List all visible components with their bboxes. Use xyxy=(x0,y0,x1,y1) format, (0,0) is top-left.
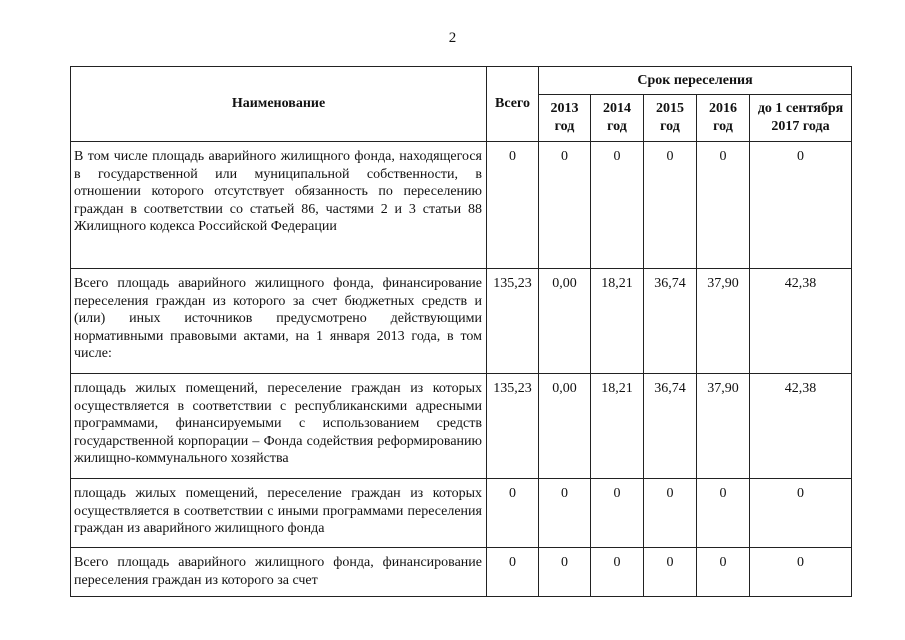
cell-2015: 36,74 xyxy=(644,269,697,374)
header-total: Всего xyxy=(487,67,539,142)
header-year-2016 xyxy=(697,95,750,142)
cell-2016: 0 xyxy=(697,142,750,269)
row-name: площадь жилых помещений, переселение граждан из которых осуществляется в соответствии с иными программами переселения граждан из аварийного жилищного фонда xyxy=(71,479,487,548)
cell-2013: 0 xyxy=(539,479,591,548)
cell-2015: 0 xyxy=(644,142,697,269)
year-label: до 1 сентября xyxy=(757,101,844,117)
header-year-2015 xyxy=(644,95,697,142)
cell-total: 0 xyxy=(487,548,539,597)
resettlement-table xyxy=(70,66,852,597)
cell-2014: 18,21 xyxy=(591,269,644,374)
cell-2014: 0 xyxy=(591,479,644,548)
cell-2017: 42,38 xyxy=(750,374,852,479)
year-unit: год xyxy=(713,119,733,135)
cell-2016: 0 xyxy=(697,548,750,597)
year-label: 2014 xyxy=(603,101,631,117)
header-year-2014 xyxy=(591,95,644,142)
cell-2013: 0 xyxy=(539,142,591,269)
row-name: В том числе площадь аварийного жилищного фонда, находящегося в государственной или муниципальной собственности, в отношении которого отсутствует обязанность по переселению граждан в соответствии со статьей 86, частями 2 и 3 статьи 88 Жилищного кодекса Российской Федерации xyxy=(71,142,487,269)
year-unit: год xyxy=(554,119,575,135)
row-name: Всего площадь аварийного жилищного фонда, финансирование переселения граждан из которого за счет xyxy=(71,548,487,597)
cell-2017: 0 xyxy=(750,548,852,597)
cell-2016: 0 xyxy=(697,479,750,548)
cell-2017: 0 xyxy=(750,142,852,269)
cell-total: 135,23 xyxy=(487,374,539,479)
header-row-1 xyxy=(71,67,852,95)
table-row xyxy=(71,269,852,374)
cell-total: 0 xyxy=(487,479,539,548)
cell-total: 0 xyxy=(487,142,539,269)
cell-2014: 0 xyxy=(591,142,644,269)
header-name: Наименование xyxy=(71,67,487,142)
year-label: 2013 xyxy=(550,101,579,117)
row-name: площадь жилых помещений, переселение граждан из которых осуществляется в соответствии с республиканскими адресными программами, финансируемыми с использованием средств государственной корпорации – Фонда содействия реформированию жилищно-коммунального хозяйства xyxy=(71,374,487,479)
header-year-2017 xyxy=(750,95,852,142)
cell-2014: 0 xyxy=(591,548,644,597)
row-name: Всего площадь аварийного жилищного фонда, финансирование переселения граждан из которого за счет бюджетных средств и (или) иных источников предусмотрено действующими нормативными правовыми актами, на 1 января 2013 года, в том числе: xyxy=(71,269,487,374)
header-year-2013 xyxy=(539,95,591,142)
cell-2013: 0 xyxy=(539,548,591,597)
cell-total: 135,23 xyxy=(487,269,539,374)
table-row xyxy=(71,142,852,269)
year-label: 2015 xyxy=(656,101,684,117)
cell-2015: 0 xyxy=(644,548,697,597)
cell-2014: 18,21 xyxy=(591,374,644,479)
cell-2015: 36,74 xyxy=(644,374,697,479)
table-row xyxy=(71,548,852,597)
cell-2015: 0 xyxy=(644,479,697,548)
year-unit: год xyxy=(660,119,680,135)
page-number: 2 xyxy=(448,30,457,46)
cell-2016: 37,90 xyxy=(697,374,750,479)
table-row xyxy=(71,479,852,548)
year-label: 2016 xyxy=(709,101,737,117)
header-period: Срок переселения xyxy=(539,67,852,95)
cell-2017: 0 xyxy=(750,479,852,548)
cell-2013: 0,00 xyxy=(539,374,591,479)
year-unit: год xyxy=(607,119,627,135)
year-unit: 2017 года xyxy=(771,119,830,135)
cell-2016: 37,90 xyxy=(697,269,750,374)
cell-2013: 0,00 xyxy=(539,269,591,374)
table-row xyxy=(71,374,852,479)
cell-2017: 42,38 xyxy=(750,269,852,374)
